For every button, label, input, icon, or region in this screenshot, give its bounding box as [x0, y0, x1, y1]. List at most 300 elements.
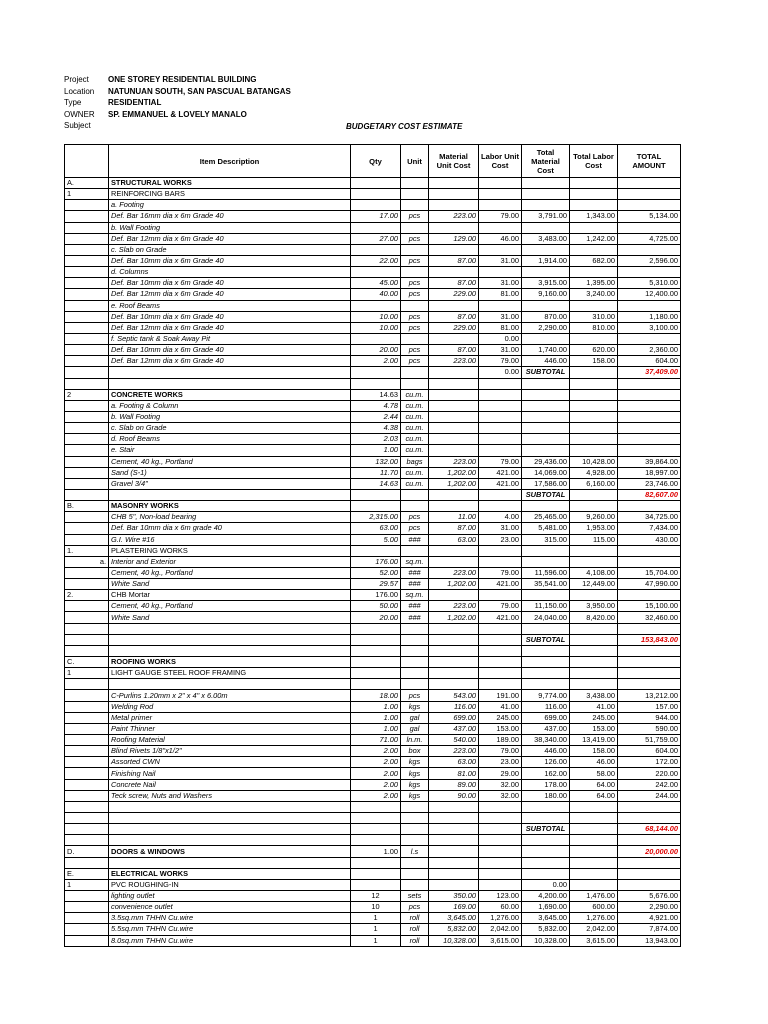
table-cell [401, 879, 429, 890]
table-cell: Def. Bar 10mm dia x 6m Grade 40 [109, 255, 351, 266]
table-cell: 63.00 [429, 534, 479, 545]
table-cell: 2. [65, 590, 109, 601]
table-cell [429, 200, 479, 211]
table-cell [109, 367, 351, 378]
table-row [65, 813, 681, 824]
table-row [65, 278, 681, 289]
table-cell [479, 857, 522, 868]
table-row [65, 567, 681, 578]
table-cell [429, 367, 479, 378]
table-cell: pcs [401, 278, 429, 289]
table-cell: 242.00 [618, 779, 681, 790]
table-cell: 10,328.00 [429, 935, 479, 946]
table-cell [65, 735, 109, 746]
table-cell [479, 801, 522, 812]
table-cell: 178.00 [522, 779, 570, 790]
table-cell: 4,921.00 [618, 913, 681, 924]
table-cell [401, 178, 429, 189]
table-cell: b. Wall Footing [109, 411, 351, 422]
table-cell: 1,343.00 [570, 211, 618, 222]
table-cell [618, 200, 681, 211]
table-cell: e. Stair [109, 445, 351, 456]
table-cell: 13,943.00 [618, 935, 681, 946]
table-cell: 32.00 [479, 779, 522, 790]
header-field-value: NATUNUAN SOUTH, SAN PASCUAL BATANGAS [108, 86, 291, 96]
table-cell: 79.00 [479, 356, 522, 367]
table-cell: 2.00 [351, 356, 401, 367]
table-cell [65, 467, 109, 478]
table-cell: 9,160.00 [522, 289, 570, 300]
table-cell: CONCRETE WORKS [109, 389, 351, 400]
col-header-total-amount: TOTAL AMOUNT [618, 145, 681, 178]
table-cell: 2.03 [351, 434, 401, 445]
table-cell [429, 378, 479, 389]
table-row [65, 445, 681, 456]
table-cell [65, 267, 109, 278]
table-cell [65, 712, 109, 723]
table-cell [479, 445, 522, 456]
table-cell [65, 891, 109, 902]
table-cell: kgs [401, 757, 429, 768]
table-cell: 90.00 [429, 790, 479, 801]
table-cell [65, 367, 109, 378]
table-cell [65, 913, 109, 924]
table-cell: pcs [401, 345, 429, 356]
table-cell: 310.00 [570, 311, 618, 322]
table-cell [65, 445, 109, 456]
table-cell [522, 267, 570, 278]
table-cell: 31.00 [479, 311, 522, 322]
table-cell [65, 356, 109, 367]
table-cell: 3,615.00 [570, 935, 618, 946]
table-cell [570, 333, 618, 344]
table-cell: 29,436.00 [522, 456, 570, 467]
table-cell: 3,791.00 [522, 211, 570, 222]
table-row [65, 634, 681, 645]
table-cell: 1,276.00 [479, 913, 522, 924]
table-cell: 18.00 [351, 690, 401, 701]
table-row [65, 311, 681, 322]
table-cell [570, 489, 618, 500]
table-cell [429, 668, 479, 679]
table-cell: 189.00 [479, 735, 522, 746]
table-row [65, 489, 681, 500]
table-cell: 1 [65, 879, 109, 890]
table-cell [65, 233, 109, 244]
table-cell [618, 623, 681, 634]
table-cell [570, 244, 618, 255]
table-row [65, 701, 681, 712]
table-cell [401, 501, 429, 512]
table-cell: SUBTOTAL [522, 489, 570, 500]
table-cell: 25,465.00 [522, 512, 570, 523]
table-cell [522, 200, 570, 211]
table-cell: 1,242.00 [570, 233, 618, 244]
table-cell [401, 267, 429, 278]
table-cell: cu.m. [401, 423, 429, 434]
table-cell [65, 333, 109, 344]
table-row [65, 679, 681, 690]
table-cell: Cement, 40 kg., Portland [109, 567, 351, 578]
table-cell [522, 423, 570, 434]
table-cell [351, 857, 401, 868]
table-cell [618, 434, 681, 445]
table-cell: 8,420.00 [570, 612, 618, 623]
table-cell [429, 333, 479, 344]
table-cell: 223.00 [429, 456, 479, 467]
table-cell: 229.00 [429, 322, 479, 333]
table-cell: 1 [65, 668, 109, 679]
table-cell: 79.00 [479, 567, 522, 578]
table-cell: 87.00 [429, 278, 479, 289]
table-cell: 79.00 [479, 211, 522, 222]
table-cell [351, 333, 401, 344]
table-cell [65, 300, 109, 311]
table-cell: 176.00 [351, 590, 401, 601]
table-cell [65, 623, 109, 634]
table-cell [65, 824, 109, 835]
table-cell: 153,843.00 [618, 634, 681, 645]
table-cell: 191.00 [479, 690, 522, 701]
header-field-value: ONE STOREY RESIDENTIAL BUILDING [108, 75, 257, 84]
table-cell: 9,260.00 [570, 512, 618, 523]
table-cell [570, 835, 618, 846]
table-cell [65, 701, 109, 712]
table-cell [479, 267, 522, 278]
table-cell: 64.00 [570, 779, 618, 790]
table-row [65, 478, 681, 489]
table-cell: 446.00 [522, 356, 570, 367]
table-cell: 1,953.00 [570, 523, 618, 534]
table-cell [479, 813, 522, 824]
table-cell: 51,759.00 [618, 735, 681, 746]
table-row [65, 801, 681, 812]
table-cell: 1 [351, 924, 401, 935]
table-cell [429, 679, 479, 690]
table-cell: 600.00 [570, 902, 618, 913]
table-cell: LIGHT GAUGE STEEL ROOF FRAMING [109, 668, 351, 679]
table-cell: 3,100.00 [618, 322, 681, 333]
table-cell: ### [401, 612, 429, 623]
table-cell: 32,460.00 [618, 612, 681, 623]
table-row [65, 846, 681, 857]
table-cell: roll [401, 935, 429, 946]
table-cell: f. Septic tank & Soak Away Pit [109, 333, 351, 344]
table-cell: 1,740.00 [522, 345, 570, 356]
table-cell: box [401, 746, 429, 757]
table-cell: 129.00 [429, 233, 479, 244]
table-cell [618, 501, 681, 512]
table-cell [522, 333, 570, 344]
table-cell: cu.m. [401, 445, 429, 456]
table-cell: 41.00 [570, 701, 618, 712]
table-cell: roll [401, 913, 429, 924]
table-cell [522, 645, 570, 656]
table-cell: Def. Bar 12mm dia x 6m Grade 40 [109, 289, 351, 300]
col-header-description: Item Description [109, 145, 351, 178]
table-cell [479, 623, 522, 634]
table-row [65, 255, 681, 266]
table-cell: e. Roof Beams [109, 300, 351, 311]
table-cell [522, 668, 570, 679]
table-cell [65, 222, 109, 233]
table-cell [522, 411, 570, 422]
table-cell: 60.00 [479, 902, 522, 913]
table-cell: 590.00 [618, 723, 681, 734]
table-cell: Sand (S-1) [109, 467, 351, 478]
table-cell [351, 879, 401, 890]
table-row [65, 512, 681, 523]
table-cell [522, 857, 570, 868]
table-cell [401, 244, 429, 255]
table-cell: ### [401, 579, 429, 590]
table-cell [522, 868, 570, 879]
table-cell [351, 657, 401, 668]
table-cell [479, 868, 522, 879]
table-cell [351, 178, 401, 189]
table-cell [479, 189, 522, 200]
table-cell: 3,645.00 [429, 913, 479, 924]
table-row [65, 924, 681, 935]
table-cell: 4,928.00 [570, 467, 618, 478]
table-cell [429, 189, 479, 200]
table-cell: sq.m. [401, 590, 429, 601]
table-cell: 2,596.00 [618, 255, 681, 266]
table-cell: 116.00 [429, 701, 479, 712]
table-cell [570, 679, 618, 690]
table-cell [429, 634, 479, 645]
table-cell: 4.78 [351, 400, 401, 411]
table-cell: cu.m. [401, 400, 429, 411]
table-cell: STRUCTURAL WORKS [109, 178, 351, 189]
table-cell: 64.00 [570, 790, 618, 801]
table-cell [65, 311, 109, 322]
table-cell [109, 801, 351, 812]
table-row [65, 879, 681, 890]
table-cell: 5,676.00 [618, 891, 681, 902]
table-cell [401, 857, 429, 868]
table-cell: 169.00 [429, 902, 479, 913]
table-cell [429, 835, 479, 846]
table-cell [351, 634, 401, 645]
table-cell [351, 868, 401, 879]
table-cell [618, 590, 681, 601]
table-cell [429, 657, 479, 668]
table-cell [429, 813, 479, 824]
table-cell: 13,212.00 [618, 690, 681, 701]
table-cell [351, 813, 401, 824]
table-cell: 41.00 [479, 701, 522, 712]
table-cell: sets [401, 891, 429, 902]
table-cell: pcs [401, 690, 429, 701]
table-cell [522, 434, 570, 445]
table-cell: c. Slab on Grade [109, 244, 351, 255]
table-cell [401, 200, 429, 211]
table-cell: 229.00 [429, 289, 479, 300]
table-row [65, 891, 681, 902]
table-cell: 1,202.00 [429, 579, 479, 590]
table-cell [479, 879, 522, 890]
table-cell: 3,615.00 [479, 935, 522, 946]
table-cell: 699.00 [429, 712, 479, 723]
table-cell: 223.00 [429, 746, 479, 757]
document-header [0, 0, 768, 140]
table-cell: 4,200.00 [522, 891, 570, 902]
table-cell [65, 534, 109, 545]
table-row [65, 913, 681, 924]
table-cell: ELECTRICAL WORKS [109, 868, 351, 879]
table-cell: kgs [401, 701, 429, 712]
table-cell [618, 189, 681, 200]
table-cell: 5,481.00 [522, 523, 570, 534]
table-cell: 52.00 [351, 567, 401, 578]
table-cell: PVC ROUGHING-IN [109, 879, 351, 890]
table-cell: 50.00 [351, 601, 401, 612]
table-cell: 1.00 [351, 712, 401, 723]
table-cell [401, 679, 429, 690]
table-row [65, 411, 681, 422]
table-cell [401, 824, 429, 835]
table-cell [570, 645, 618, 656]
table-cell [351, 668, 401, 679]
table-cell: Metal primer [109, 712, 351, 723]
table-cell [618, 400, 681, 411]
table-row [65, 211, 681, 222]
table-cell [479, 423, 522, 434]
table-cell [479, 679, 522, 690]
table-cell [351, 244, 401, 255]
table-cell: 0.00 [479, 333, 522, 344]
table-cell: 5,832.00 [522, 924, 570, 935]
table-row [65, 467, 681, 478]
table-cell: sq.m. [401, 556, 429, 567]
table-cell: gal [401, 723, 429, 734]
table-cell: 2,042.00 [479, 924, 522, 935]
table-cell [618, 178, 681, 189]
table-cell: 421.00 [479, 478, 522, 489]
table-cell: DOORS & WINDOWS [109, 846, 351, 857]
table-cell: 421.00 [479, 612, 522, 623]
table-cell: 63.00 [429, 757, 479, 768]
table-cell: 4,108.00 [570, 567, 618, 578]
table-cell: White Sand [109, 612, 351, 623]
table-row [65, 367, 681, 378]
table-row [65, 434, 681, 445]
table-cell: 63.00 [351, 523, 401, 534]
table-cell: 0.00 [479, 367, 522, 378]
table-cell: 10.00 [351, 311, 401, 322]
table-row [65, 779, 681, 790]
table-cell: ### [401, 534, 429, 545]
table-cell: 32.00 [479, 790, 522, 801]
table-cell [618, 378, 681, 389]
table-cell: 81.00 [479, 322, 522, 333]
table-cell [65, 723, 109, 734]
table-row [65, 935, 681, 946]
table-cell: 3,950.00 [570, 601, 618, 612]
table-cell: C-Purlins 1.20mm x 2" x 4" x 6.00m [109, 690, 351, 701]
table-cell [479, 590, 522, 601]
table-cell: SUBTOTAL [522, 367, 570, 378]
table-cell: 2,290.00 [618, 902, 681, 913]
table-cell: 437.00 [429, 723, 479, 734]
table-cell [618, 556, 681, 567]
table-cell: Assorted CWN [109, 757, 351, 768]
table-cell: lighting outlet [109, 891, 351, 902]
table-cell [479, 824, 522, 835]
table-cell: 7,874.00 [618, 924, 681, 935]
table-cell [401, 333, 429, 344]
table-cell: 3,483.00 [522, 233, 570, 244]
table-cell: 5.5sq.mm THHN Cu.wire [109, 924, 351, 935]
table-cell [401, 189, 429, 200]
table-row [65, 267, 681, 278]
table-cell: pcs [401, 322, 429, 333]
table-cell [351, 501, 401, 512]
table-cell [618, 813, 681, 824]
table-cell: 11,150.00 [522, 601, 570, 612]
table-cell [522, 178, 570, 189]
table-cell [65, 690, 109, 701]
table-row [65, 423, 681, 434]
table-row [65, 746, 681, 757]
table-cell: a. Footing & Column [109, 400, 351, 411]
table-cell [429, 300, 479, 311]
table-cell: 944.00 [618, 712, 681, 723]
table-row [65, 545, 681, 556]
table-cell [429, 623, 479, 634]
table-cell [65, 924, 109, 935]
table-cell: 1.00 [351, 445, 401, 456]
table-cell: 115.00 [570, 534, 618, 545]
table-cell: Interior and Exterior [109, 556, 351, 567]
table-cell [618, 545, 681, 556]
table-cell [429, 222, 479, 233]
table-cell [522, 389, 570, 400]
table-row [65, 322, 681, 333]
table-cell: 24,040.00 [522, 612, 570, 623]
table-cell: 79.00 [479, 601, 522, 612]
table-cell [570, 857, 618, 868]
table-cell [351, 489, 401, 500]
table-cell: 244.00 [618, 790, 681, 801]
table-cell [618, 879, 681, 890]
table-cell [570, 668, 618, 679]
table-cell [479, 645, 522, 656]
table-cell: 38,340.00 [522, 735, 570, 746]
table-cell: 437.00 [522, 723, 570, 734]
table-cell: 39,864.00 [618, 456, 681, 467]
table-cell [109, 813, 351, 824]
table-cell [618, 423, 681, 434]
table-cell: 47,990.00 [618, 579, 681, 590]
table-cell [429, 501, 479, 512]
table-cell [401, 300, 429, 311]
table-cell: 3.5sq.mm THHN Cu.wire [109, 913, 351, 924]
table-cell [401, 801, 429, 812]
table-cell [479, 657, 522, 668]
table-cell [109, 679, 351, 690]
col-header-qty: Qty [351, 145, 401, 178]
table-cell: Def. Bar 12mm dia x 6m Grade 40 [109, 356, 351, 367]
table-cell [570, 824, 618, 835]
table-cell: cu.m. [401, 389, 429, 400]
table-cell: 12,449.00 [570, 579, 618, 590]
table-row [65, 389, 681, 400]
table-cell [109, 824, 351, 835]
table-cell [109, 489, 351, 500]
table-cell [109, 645, 351, 656]
